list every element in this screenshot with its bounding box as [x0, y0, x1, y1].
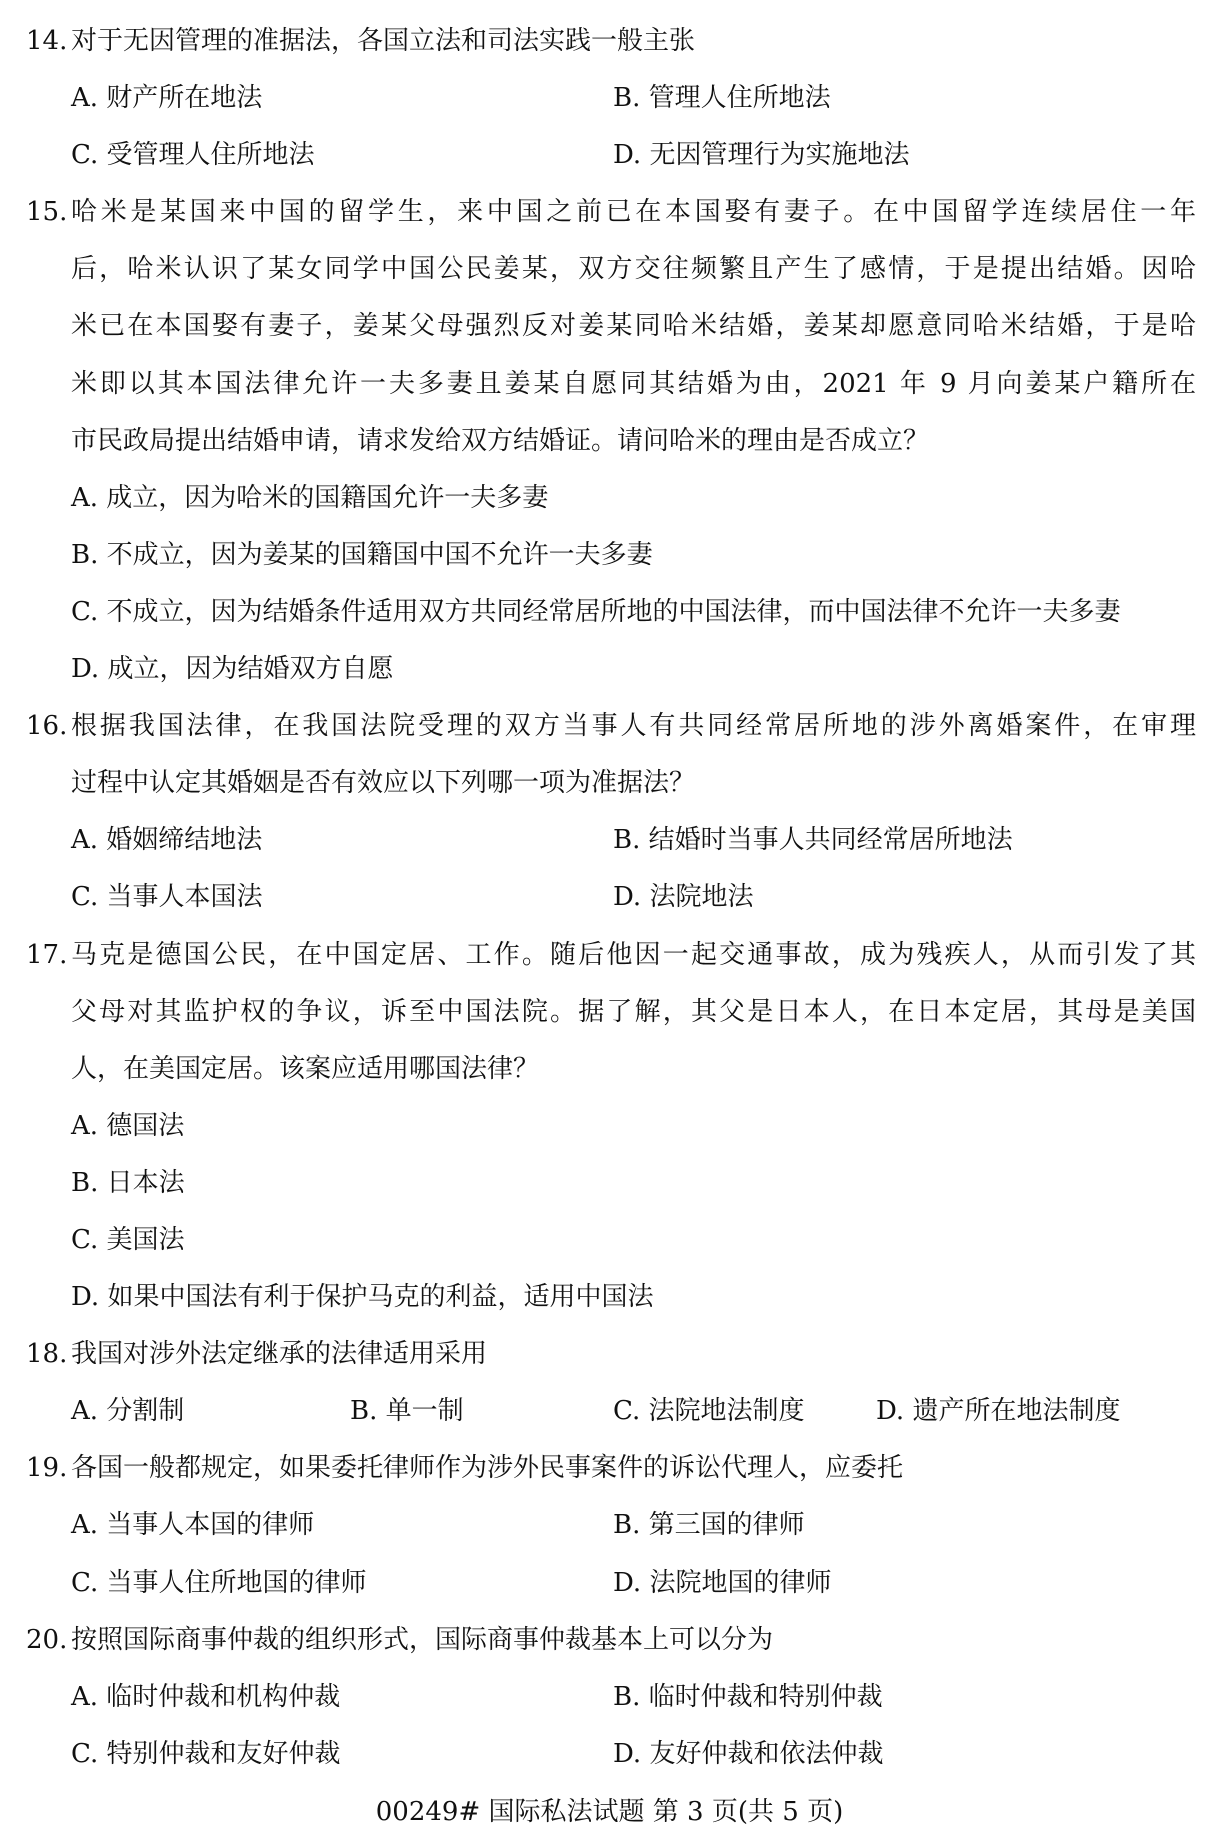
page-footer: 00249# 国际私法试题 第 3 页(共 5 页) — [375, 1797, 844, 1827]
option-B[interactable]: B. 结婚时当事人共同经常居所地法 — [613, 825, 1013, 856]
option-D[interactable]: D. 成立，因为结婚双方自愿 — [71, 654, 394, 685]
option-D[interactable]: D. 如果中国法有利于保护马克的利益，适用中国法 — [71, 1282, 654, 1313]
option-B[interactable]: B. 日本法 — [71, 1167, 185, 1198]
option-A[interactable]: A. 当事人本国的律师 — [71, 1510, 315, 1541]
option-row — [0, 1669, 1219, 1726]
option-row — [0, 127, 1219, 184]
question-stem-line — [0, 1612, 1219, 1669]
option-A[interactable]: A. 成立，因为哈米的国籍国允许一夫多妻 — [71, 482, 549, 513]
question-15 — [0, 184, 1219, 698]
question-stem-line: 过程中认定其婚姻是否有效应以下列哪一项为准据法？ — [71, 768, 696, 799]
option-B[interactable]: B. 临时仲裁和特别仲裁 — [613, 1681, 883, 1712]
option-A[interactable]: A. 分割制 — [71, 1396, 185, 1427]
option-C[interactable]: C. 受管理人住所地法 — [71, 140, 315, 171]
option-row — [0, 869, 1219, 926]
question-text: 各国一般都规定，如果委托律师作为涉外民事案件的诉讼代理人，应委托 — [71, 1453, 904, 1484]
option-row — [0, 1726, 1219, 1783]
question-stem-line — [0, 927, 1196, 984]
question-20 — [0, 1612, 1219, 1783]
question-stem-line — [0, 13, 1219, 70]
question-stem-line: 后，哈米认识了某女同学中国公民姜某，双方交往频繁且产生了感情，于是提出结婚。因哈 — [71, 254, 1196, 285]
option-A[interactable]: A. 婚姻缔结地法 — [71, 825, 263, 856]
question-19 — [0, 1440, 1219, 1611]
question-stem-line: 市民政局提出结婚申请，请求发给双方结婚证。请问哈米的理由是否成立？ — [71, 425, 930, 456]
question-17 — [0, 927, 1219, 1327]
question-stem-line — [0, 1326, 1219, 1383]
question-stem-line: 人，在美国定居。该案应适用哪国法律？ — [71, 1053, 540, 1084]
option-C[interactable]: C. 法院地法制度 — [613, 1396, 805, 1427]
option-A[interactable]: A. 德国法 — [71, 1110, 185, 1141]
question-stem-line: 米已在本国娶有妻子，姜某父母强烈反对姜某同哈米结婚，姜某却愿意同哈米结婚，于是哈 — [71, 311, 1196, 342]
option-D[interactable]: D. 友好仲裁和依法仲裁 — [613, 1738, 884, 1769]
question-stem-line — [0, 698, 1196, 755]
question-number: 14. — [26, 26, 68, 56]
question-14 — [0, 13, 1219, 184]
option-B[interactable]: B. 不成立，因为姜某的国籍国中国不允许一夫多妻 — [71, 539, 653, 570]
option-C[interactable]: C. 特别仲裁和友好仲裁 — [71, 1738, 341, 1769]
option-row — [0, 70, 1219, 127]
option-D[interactable]: D. 法院地法 — [613, 882, 754, 913]
option-row — [0, 1497, 1219, 1554]
question-stem-line: 米即以其本国法律允许一夫多妻且姜某自愿同其结婚为由，2021 年 9 月向姜某户籍所在 — [71, 368, 1196, 399]
question-number: 15. — [26, 197, 68, 228]
option-C[interactable]: C. 当事人住所地国的律师 — [71, 1567, 367, 1598]
option-B[interactable]: B. 第三国的律师 — [613, 1510, 805, 1541]
option-C[interactable]: C. 当事人本国法 — [71, 882, 263, 913]
question-text: 根据我国法律，在我国法院受理的双方当事人有共同经常居所地的涉外离婚案件，在审理 — [71, 711, 1196, 742]
option-D[interactable]: D. 法院地国的律师 — [613, 1567, 832, 1598]
question-text: 马克是德国公民，在中国定居、工作。随后他因一起交通事故，成为残疾人，从而引发了其 — [71, 939, 1196, 970]
question-number: 19. — [26, 1453, 68, 1484]
question-16 — [0, 698, 1219, 926]
question-number: 20. — [26, 1624, 68, 1655]
option-row — [0, 812, 1219, 869]
option-D[interactable]: D. 无因管理行为实施地法 — [613, 140, 910, 171]
option-C[interactable]: C. 不成立，因为结婚条件适用双方共同经常居所地的中国法律，而中国法律不允许一夫多妻 — [71, 596, 1121, 627]
question-number: 17. — [26, 939, 68, 970]
question-text: 我国对涉外法定继承的法律适用采用 — [71, 1339, 488, 1370]
option-D[interactable]: D. 遗产所在地法制度 — [876, 1396, 1121, 1427]
option-row — [0, 1555, 1219, 1612]
option-B[interactable]: B. 单一制 — [350, 1396, 464, 1427]
exam-page — [0, 13, 1219, 1783]
question-stem-line: 父母对其监护权的争议，诉至中国法院。据了解，其父是日本人，在日本定居，其母是美国 — [71, 996, 1196, 1027]
option-A[interactable]: A. 财产所在地法 — [71, 83, 263, 114]
question-18 — [0, 1326, 1219, 1440]
question-stem-line — [0, 1440, 1219, 1497]
option-row — [0, 1383, 1219, 1440]
question-stem-line — [0, 184, 1196, 241]
option-A[interactable]: A. 临时仲裁和机构仲裁 — [71, 1681, 341, 1712]
option-B[interactable]: B. 管理人住所地法 — [613, 83, 831, 114]
question-text: 对于无因管理的准据法，各国立法和司法实践一般主张 — [71, 26, 696, 56]
option-C[interactable]: C. 美国法 — [71, 1224, 185, 1255]
question-text: 哈米是某国来中国的留学生，来中国之前已在本国娶有妻子。在中国留学连续居住一年 — [71, 197, 1196, 228]
question-number: 16. — [26, 711, 68, 742]
question-number: 18. — [26, 1339, 68, 1370]
question-text: 按照国际商事仲裁的组织形式，国际商事仲裁基本上可以分为 — [71, 1624, 774, 1655]
